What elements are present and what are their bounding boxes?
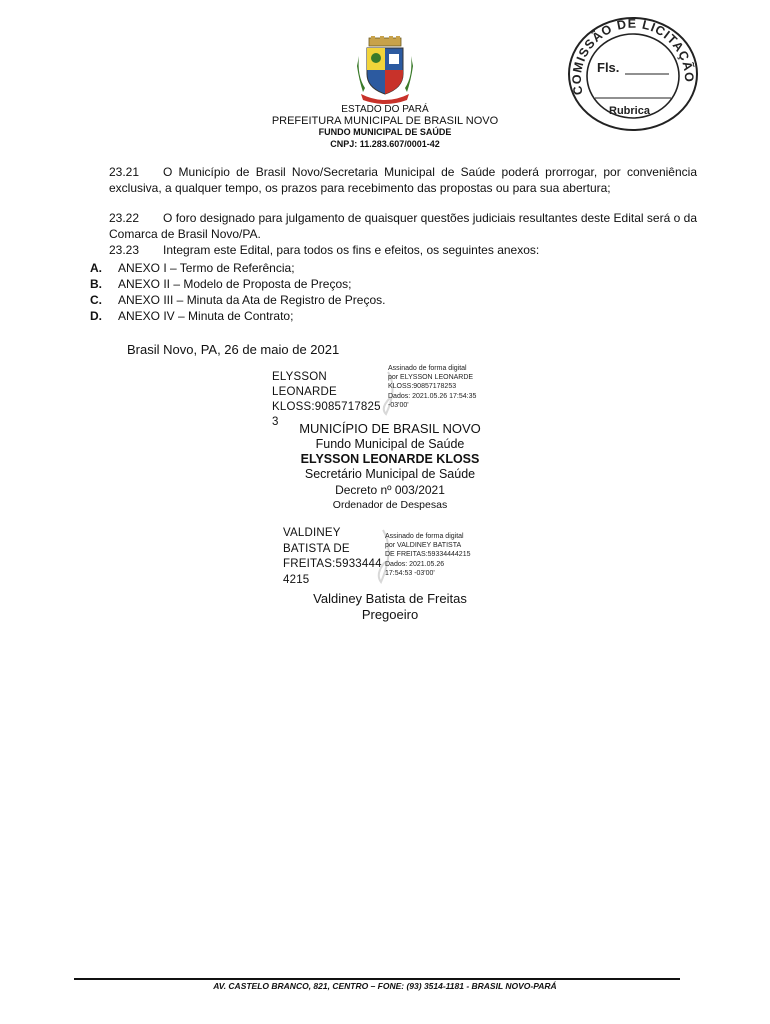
annex-item xyxy=(90,293,385,307)
signature-name-line: KLOSS:9085717825 xyxy=(272,401,381,413)
annex-item xyxy=(90,261,295,275)
clause-text: Integram este Edital, para todos os fins e efeitos, os seguintes anexos: xyxy=(163,243,540,257)
annex-text: ANEXO II – Modelo de Proposta de Preços; xyxy=(118,277,352,291)
clause-number: 23.21 xyxy=(109,165,140,179)
annex-letter: A. xyxy=(90,261,102,275)
municipal-coat-of-arms xyxy=(355,36,415,104)
signature-detail-line: DE FREITAS:59334444215 xyxy=(385,551,471,559)
clause-number: 23.23 xyxy=(109,243,140,257)
digital-signature-1 xyxy=(272,365,522,428)
clause-text: O foro designado para julgamento de quaisquer questões judiciais resultantes deste Edital será o da Comarca de Brasil Novo/PA. xyxy=(109,211,697,241)
annex-item xyxy=(90,309,293,323)
signature-name-line: ELYSSON LEONARDE xyxy=(272,371,337,398)
signature-detail-line: Dados: 2021.05.26 17:54:35 xyxy=(388,392,477,400)
signature-name-line: FREITAS:5933444 xyxy=(283,558,382,570)
signature-name-line: 3 xyxy=(272,416,279,428)
signatory-entity: MUNICÍPIO DE BRASIL NOVO xyxy=(299,421,481,436)
clause-number: 23.22 xyxy=(109,211,140,225)
signatory-decree: Decreto nº 003/2021 xyxy=(335,483,445,497)
digital-signature-2 xyxy=(283,524,523,590)
place-date: Brasil Novo, PA, 26 de maio de 2021 xyxy=(127,342,340,357)
signature-name-line: BATISTA DE xyxy=(283,542,350,555)
signatory-function: Ordenador de Despesas xyxy=(332,499,448,511)
signatory-role: Secretário Municipal de Saúde xyxy=(304,467,476,481)
header-fund: FUNDO MUNICIPAL DE SAÚDE xyxy=(318,127,452,137)
signature-detail-line: por VALDINEY BATISTA xyxy=(385,542,462,550)
signature-name-line: VALDINEY xyxy=(283,527,341,539)
stamp-fls-label: Fls. xyxy=(597,60,620,75)
annex-letter: D. xyxy=(90,309,102,323)
header-cnpj: CNPJ: 11.283.607/0001-42 xyxy=(330,139,440,149)
annex-letter: B. xyxy=(90,277,102,291)
stamp-ring-text: COMISSÃO DE LICITAÇÃO xyxy=(569,16,697,97)
annex-text: ANEXO I – Termo de Referência; xyxy=(118,261,295,275)
footer-divider xyxy=(74,978,680,980)
signatory2-role: Pregoeiro xyxy=(361,607,419,622)
signature-detail-line: 17:54:53 -03'00' xyxy=(385,569,435,577)
clause-23-23 xyxy=(109,243,697,259)
stamp-rubrica-label: Rubrica xyxy=(609,105,650,117)
header-state: ESTADO DO PARÁ xyxy=(341,104,429,115)
footer-address: AV. CASTELO BRANCO, 821, CENTRO – FONE: (93) 3514-1181 - BRASIL NOVO-PARÁ xyxy=(213,981,557,991)
header-city-hall: PREFEITURA MUNICIPAL DE BRASIL NOVO xyxy=(271,115,499,127)
signatory-fund: Fundo Municipal de Saúde xyxy=(315,437,465,451)
signature-detail-line: Assinado de forma digital xyxy=(385,533,464,540)
annex-item xyxy=(90,277,351,291)
signature-name-line: 4215 xyxy=(283,573,310,586)
annex-text: ANEXO IV – Minuta de Contrato; xyxy=(118,309,294,323)
clause-23-22 xyxy=(109,211,697,242)
signature-detail-line: KLOSS:90857178253 xyxy=(388,383,457,391)
signatory-name: ELYSSON LEONARDE KLOSS xyxy=(300,452,480,466)
signatory2-name: Valdiney Batista de Freitas xyxy=(313,591,467,606)
annex-text: ANEXO III – Minuta da Ata de Registro de Preços. xyxy=(118,293,386,307)
clause-23-21 xyxy=(109,165,697,196)
signature-detail-line: Assinado de forma digital xyxy=(388,365,467,372)
annex-letter: C. xyxy=(90,293,102,307)
signature-detail-line: por ELYSSON LEONARDE xyxy=(388,374,474,382)
clause-text: O Município de Brasil Novo/Secretaria Municipal de Saúde poderá prorrogar, por conveniência exclusiva, a qualquer tempo, os prazos para recebimento das propostas ou para sua abertura; xyxy=(109,165,697,195)
signature-detail-line: -03'00' xyxy=(388,401,409,409)
signature-detail-line: Dados: 2021.05.26 xyxy=(385,560,445,568)
